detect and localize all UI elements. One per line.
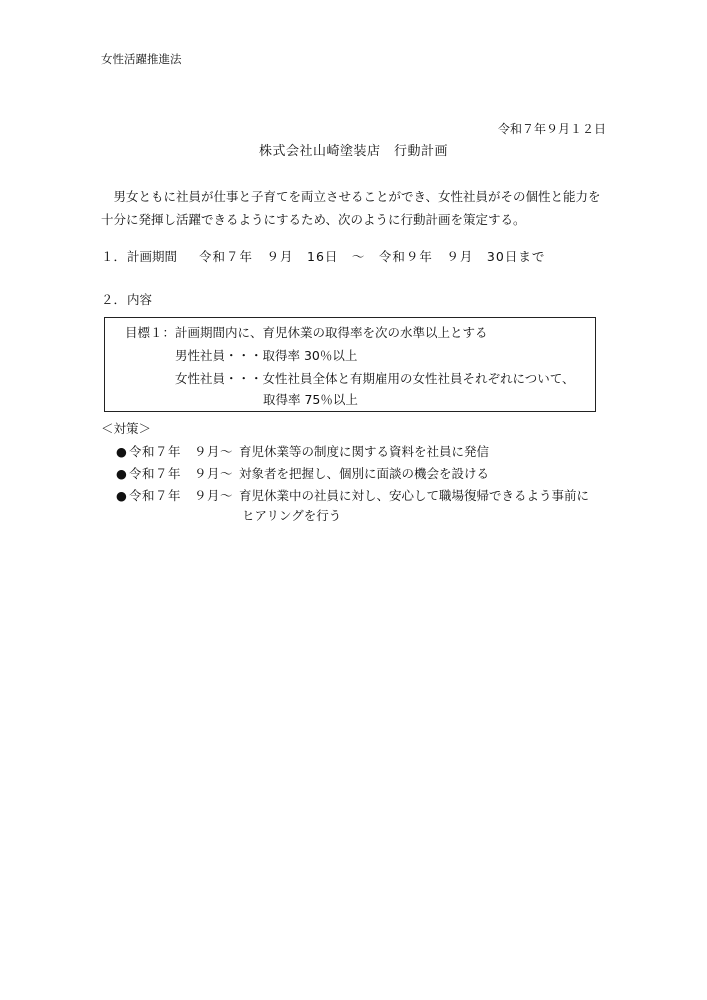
intro-line-1: 男女ともに社員が仕事と子育てを両立させることができ、女性社員がその個性と能力を [101, 189, 601, 204]
document-title: 株式会社山崎塗装店 行動計画 [258, 144, 448, 159]
intro-line-2: 十分に発揮し活躍できるようにするため、次のように行動計画を策定する。 [101, 212, 526, 227]
measure-item [116, 444, 489, 460]
section-content [101, 292, 152, 308]
section-2-label: 内容 [127, 292, 153, 307]
goal-line-female-rate: 取得率 75％以上 [263, 392, 358, 407]
document-date: 令和７年９月１２日 [497, 122, 606, 136]
header-label: 女性活躍推進法 [101, 52, 182, 66]
goal-box [104, 317, 596, 412]
plan-period-value: 令和７年 ９月 16日 ～ 令和９年 ９月 30日まで [199, 249, 546, 264]
section-2-number: ２． [101, 292, 127, 307]
measure-date: 令和７年 ９月～ [129, 444, 234, 459]
bullet-icon: ● [116, 466, 127, 481]
intro-paragraph [101, 185, 621, 231]
measure-date: 令和７年 ９月～ [129, 466, 234, 481]
goal-line-male: 男性社員・・・取得率 30％以上 [175, 348, 358, 363]
section-1-label: 計画期間 [127, 249, 178, 264]
measure-text-continuation: ヒアリングを行う [242, 508, 342, 523]
goal-line-1: 目標１：計画期間内に、育児休業の取得率を次の水準以上とする [125, 325, 488, 340]
measure-date: 令和７年 ９月～ [129, 488, 234, 503]
bullet-icon: ● [116, 488, 127, 503]
section-plan-period [101, 249, 545, 265]
measure-item [116, 466, 489, 482]
measures-heading: ＜対策＞ [101, 421, 152, 436]
measure-text: 育児休業中の社員に対し、安心して職場復帰できるよう事前に [239, 488, 590, 503]
section-1-number: １． [101, 249, 127, 264]
measure-text: 育児休業等の制度に関する資料を社員に発信 [239, 444, 490, 459]
measure-text: 対象者を把握し、個別に面談の機会を設ける [239, 466, 490, 481]
bullet-icon: ● [116, 444, 127, 459]
goal-line-female: 女性社員・・・女性社員全体と有期雇用の女性社員それぞれについて、 [175, 371, 575, 386]
measure-item [116, 488, 589, 504]
